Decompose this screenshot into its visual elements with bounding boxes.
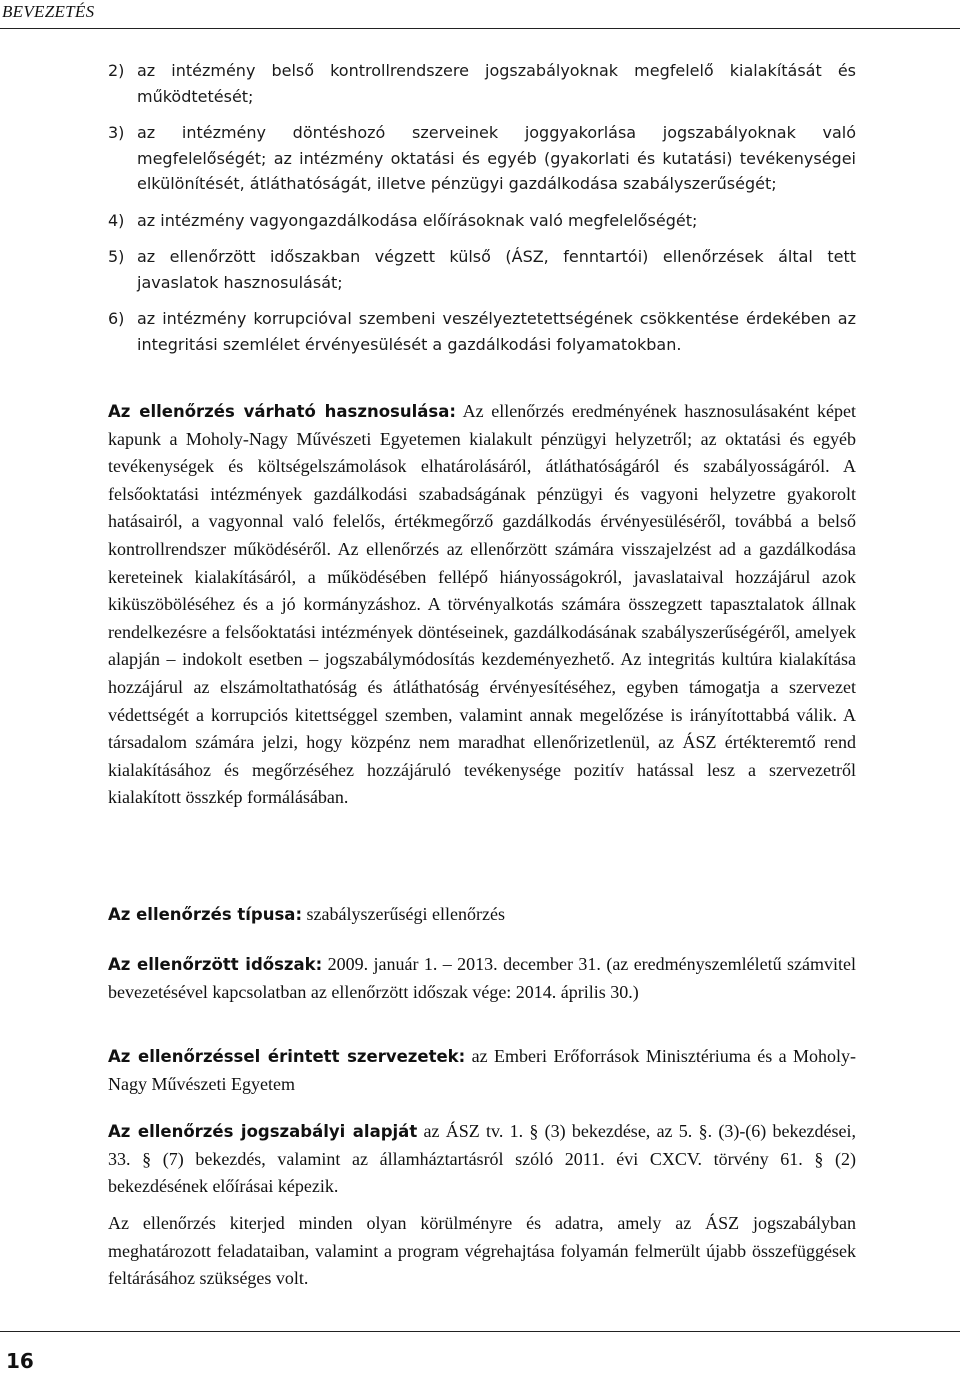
paragraph-label: Az ellenőrzéssel érintett szervezetek: <box>108 1047 466 1066</box>
list-item-number: 2) <box>108 61 125 80</box>
list-item-text: az intézmény korrupcióval szembeni veszélyeztetettségének csökkentése érdekében az integritási szemlélet érvényesülését a gazdálkodási folyamatokban. <box>137 309 856 354</box>
paragraph-legal-basis <box>108 1118 856 1201</box>
list-item <box>108 306 856 357</box>
footer-divider <box>0 1331 960 1332</box>
paragraph-text: Az ellenőrzés kiterjed minden olyan körülményre és adatra, amely az ÁSZ jogszabályban meghatározott feladataiban, valamint a program végrehajtása folyamán felmerült újabb összefüggések feltárásához szükséges volt. <box>108 1213 856 1289</box>
paragraph-label: Az ellenőrzés típusa: <box>108 905 303 924</box>
list-item-text: az ellenőrzött időszakban végzett külső (ÁSZ, fenntartói) ellenőrzések által tett javaslatok hasznosulását; <box>137 247 856 292</box>
list-item <box>108 208 856 234</box>
list-item-number: 6) <box>108 309 125 328</box>
page-number: 16 <box>6 1349 34 1373</box>
paragraph-label: Az ellenőrzés várható hasznosulása: <box>108 402 456 421</box>
paragraph-expected-benefit <box>108 398 856 812</box>
paragraph-text: az Emberi Erőforrások Minisztériuma és a Moholy-Nagy Művészeti Egyetem <box>108 1046 857 1094</box>
list-item <box>108 244 856 295</box>
list-item-number: 4) <box>108 210 125 230</box>
objectives-list <box>108 58 856 368</box>
paragraph-audited-period <box>108 951 856 1006</box>
paragraph-text: szabályszerűségi ellenőrzés <box>302 904 505 924</box>
paragraph-text: Az ellenőrzés eredményének hasznosulásaként képet kapunk a Moholy-Nagy Művészeti Egyetemen kialakult pénzügyi helyzetről; az oktatási és egyéb tevékenységek és költségelszámolások elhatárolásáról, átláthatóságáról és szabályosságáról. A felsőoktatási intézmények gazdálkodási szabadságának pénzügyi és vagyoni helyzetre gyakorolt hatásairól, a vagyonnal való felelős, értékmegőrző gazdálkodás érvényesüléséről, továbbá a belső kontrollrendszer működéséről. Az ellenőrzés az ellenőrzött számára visszajelzést ad a gazdálkodása kereteinek kialakításáról, a működésében fellépő hiányosságokról, javaslataival hozzájárul azok kiküszöböléséhez és a jó kormányzáshoz. A törvényalkotás számára összegzett tapasztalatok állnak rendelkezésre a felsőoktatási intézmények döntéseinek, gazdálkodásának szabályszerűségéről, amelyek alapján – indokolt esetben – jogszabálymódosítás kezdeményezhető. Az integritás kultúra kialakítása hozzájárul az elszámoltathatóság és átláthatóság érvényesítéséhez, egyben támogatja a szervezet védettségét a korrupciós kitettséggel szemben, valamint annak megelőzése is irányítottabbá válik. A társadalom számára jelzi, hogy közpénz nem maradhat ellenőrizetlenül, az ÁSZ értékteremtő rend kialakításához és megőrzéséhez hozzájáruló tevékenysége pozitív hatással lesz a szervezetről kialakított összkép formálásában. <box>108 401 856 808</box>
paragraph-affected-organizations <box>108 1043 856 1098</box>
paragraph-label: Az ellenőrzés jogszabályi alapját <box>108 1122 418 1141</box>
list-item-text: az intézmény belső kontrollrendszere jogszabályoknak megfelelő kialakítását és működtetését; <box>137 61 856 106</box>
paragraph-label: Az ellenőrzött időszak: <box>108 955 323 974</box>
list-item <box>108 120 856 197</box>
list-item-text: az intézmény döntéshozó szerveinek joggyakorlása jogszabályoknak való megfelelőségét; az intézmény oktatási és egyéb (gyakorlati és kutatási) tevékenységei elkülönítését, átláthatóságát, illetve pénzügyi gazdálkodása szabályszerűségét; <box>137 123 856 193</box>
paragraph-audit-type <box>108 901 856 929</box>
paragraph-text: az ÁSZ tv. 1. § (3) bekezdése, az 5. §. (3)-(6) bekezdései, 33. § (7) bekezdés, valamint az államháztartásról szóló 2011. évi CXCV. törvény 61. § (2) bekezdésének előírásai képezik. <box>108 1121 857 1197</box>
paragraph-text: 2009. január 1. – 2013. december 31. (az eredményszemléletű számvitel bevezetésével kapcsolatban az ellenőrzött időszak vége: 2014. április 30.) <box>108 954 856 1002</box>
paragraph-scope <box>108 1210 856 1293</box>
list-item-text: az intézmény vagyongazdálkodása előírásoknak való megfelelőségét; <box>137 210 698 230</box>
section-title: BEVEZETÉS <box>2 2 95 21</box>
list-item-number: 5) <box>108 247 125 266</box>
list-item-number: 3) <box>108 123 125 142</box>
header-divider <box>0 28 960 29</box>
list-item <box>108 58 856 109</box>
